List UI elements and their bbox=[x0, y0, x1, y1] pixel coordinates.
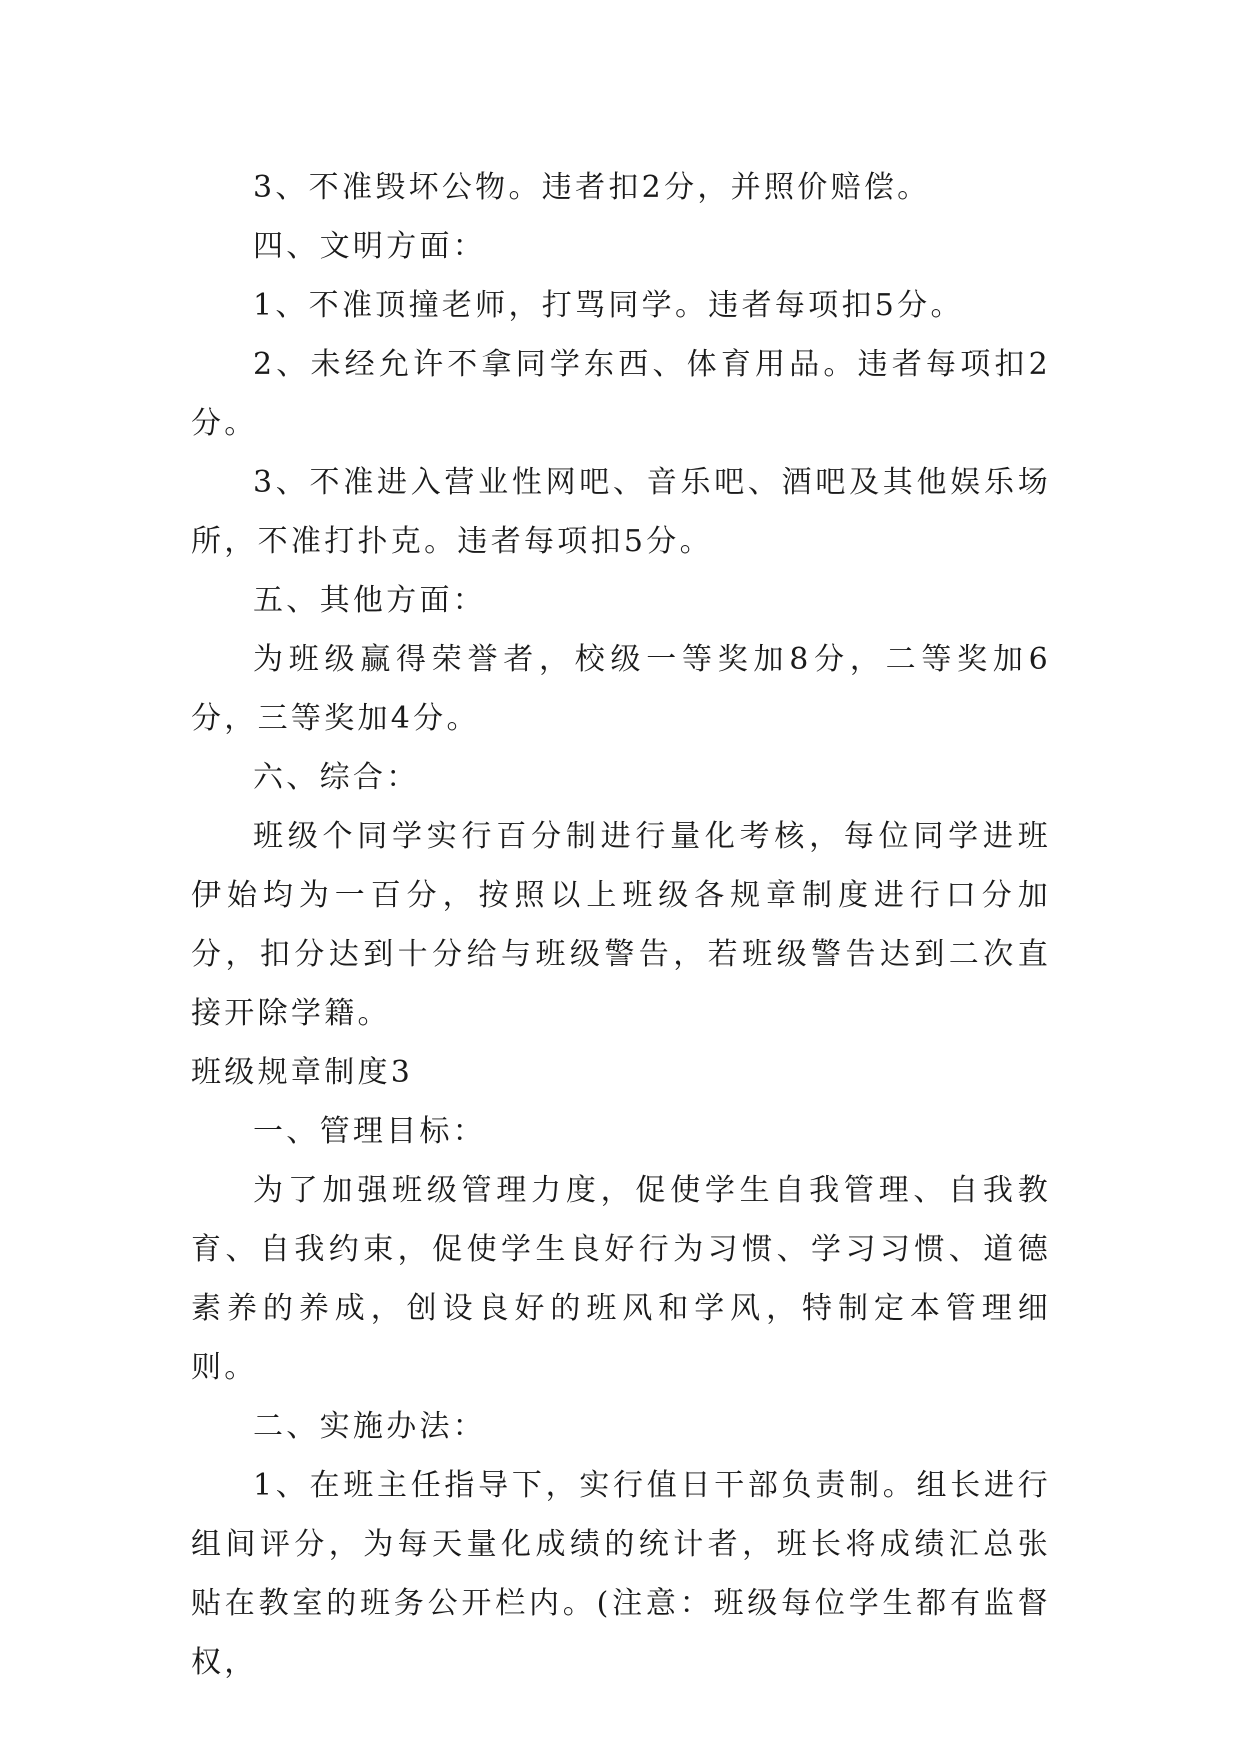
document-body bbox=[191, 158, 1051, 1692]
document-title-3: 班级规章制度3 bbox=[191, 1055, 414, 1090]
section-heading-summary: 六、综合： bbox=[253, 760, 420, 795]
rule-summary: 班级个同学实行百分制进行量化考核，每位同学进班伊始均为一百分，按照以上班级各规章制度进行口分加分，扣分达到十分给与班级警告，若班级警告达到二次直接开除学籍。 bbox=[191, 819, 1051, 1031]
rule-3-civility: 3、不准进入营业性网吧、音乐吧、酒吧及其他娱乐场所，不准打扑克。违者每项扣5分。 bbox=[191, 465, 1051, 559]
rule-1-civility: 1、不准顶撞老师，打骂同学。违者每项扣5分。 bbox=[253, 288, 964, 323]
section-heading-method: 二、实施办法： bbox=[253, 1409, 487, 1444]
section-heading-other: 五、其他方面： bbox=[253, 583, 487, 618]
section-heading-civility: 四、文明方面： bbox=[253, 229, 487, 264]
rule-honors: 为班级赢得荣誉者，校级一等奖加8分，二等奖加6分，三等奖加4分。 bbox=[191, 642, 1051, 736]
rule-3-damage: 3、不准毁坏公物。违者扣2分，并照价赔偿。 bbox=[253, 170, 931, 205]
rule-2-civility: 2、未经允许不拿同学东西、体育用品。违者每项扣2分。 bbox=[191, 347, 1051, 441]
section-heading-goal: 一、管理目标： bbox=[253, 1114, 487, 1149]
method-paragraph-1: 1、在班主任指导下，实行值日干部负责制。组长进行组间评分，为每天量化成绩的统计者，班长将成绩汇总张贴在教室的班务公开栏内。(注意：班级每位学生都有监督权， bbox=[191, 1468, 1051, 1680]
goal-paragraph: 为了加强班级管理力度，促使学生自我管理、自我教育、自我约束，促使学生良好行为习惯、学习习惯、道德素养的养成，创设良好的班风和学风，特制定本管理细则。 bbox=[191, 1173, 1051, 1385]
